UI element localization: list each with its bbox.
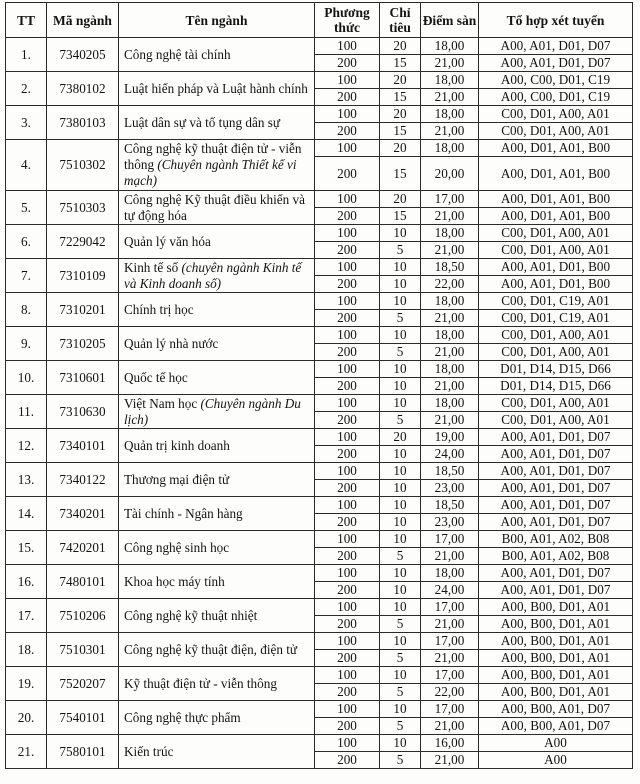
table-row [6, 72, 633, 89]
quota-cell: 10 [380, 497, 421, 514]
major-name [119, 735, 315, 769]
quota-cell: 10 [380, 514, 421, 531]
major-name-text: Kinh tế số [124, 259, 179, 275]
major-name-text: Quản trị kinh doanh [124, 437, 230, 453]
score-cell: 18,00 [421, 225, 479, 242]
combo-cell: C00, D01, A00, A01 [479, 395, 633, 412]
major-code: 7380102 [47, 72, 119, 106]
table-row [6, 395, 633, 412]
quota-cell: 5 [380, 718, 421, 735]
major-name-text: Thương mại điện tử [124, 471, 230, 487]
major-name [119, 497, 315, 531]
major-name-text: Chính trị học [124, 301, 194, 317]
major-code: 7380103 [47, 106, 119, 140]
combo-cell: A00, A01, D01, D07 [479, 429, 633, 446]
method-cell: 200 [315, 208, 380, 225]
combo-cell: A00, B00, D01, A01 [479, 633, 633, 650]
row-number: 5. [6, 191, 47, 225]
major-name-text: Công nghệ Kỹ thuật điều khiển và tự động hóa [124, 191, 305, 223]
score-cell: 21,00 [421, 548, 479, 565]
major-code: 7420201 [47, 531, 119, 565]
method-cell: 200 [315, 276, 380, 293]
major-name-text: Việt Nam học [124, 395, 198, 411]
quota-cell: 20 [380, 429, 421, 446]
score-cell: 21,00 [421, 208, 479, 225]
score-cell: 17,00 [421, 633, 479, 650]
quota-cell: 10 [380, 327, 421, 344]
major-code: 7310601 [47, 361, 119, 395]
method-cell: 200 [315, 718, 380, 735]
row-number: 11. [6, 395, 47, 429]
admission-table [5, 2, 633, 769]
major-name-note: (chuyên ngành Kinh tế và Kinh doanh số) [124, 259, 302, 291]
method-cell: 100 [315, 106, 380, 123]
method-cell: 100 [315, 38, 380, 55]
major-code: 7510303 [47, 191, 119, 225]
combo-cell: A00, A01, D01, B00 [479, 276, 633, 293]
combo-cell: A00, B00, D01, A01 [479, 599, 633, 616]
score-cell: 17,00 [421, 599, 479, 616]
combo-cell: C00, D01, A00, A01 [479, 327, 633, 344]
method-cell: 100 [315, 259, 380, 276]
combo-cell: A00, A01, D01, D07 [479, 565, 633, 582]
major-name [119, 599, 315, 633]
header-row [6, 3, 633, 38]
method-cell: 200 [315, 582, 380, 599]
major-name-text: Quản lý nhà nước [124, 335, 219, 351]
major-code: 7520207 [47, 667, 119, 701]
method-cell: 100 [315, 599, 380, 616]
row-number: 21. [6, 735, 47, 769]
score-cell: 18,00 [421, 361, 479, 378]
score-cell: 16,00 [421, 735, 479, 752]
row-number: 4. [6, 140, 47, 191]
table-row [6, 633, 633, 650]
major-name [119, 633, 315, 667]
score-cell: 23,00 [421, 514, 479, 531]
header-combo: Tổ hợp xét tuyển [479, 3, 633, 38]
method-cell: 100 [315, 140, 380, 157]
combo-cell: A00, A01, D01, D07 [479, 480, 633, 497]
combo-cell: A00, A01, D01, D07 [479, 55, 633, 72]
major-code: 7310630 [47, 395, 119, 429]
row-number: 8. [6, 293, 47, 327]
combo-cell: A00 [479, 752, 633, 769]
combo-cell: A00, B00, D01, A01 [479, 684, 633, 701]
major-name-text: Công nghệ kỹ thuật điện, điện tử [124, 641, 298, 657]
quota-cell: 10 [380, 735, 421, 752]
score-cell: 21,00 [421, 752, 479, 769]
score-cell: 21,00 [421, 378, 479, 395]
score-cell: 18,00 [421, 293, 479, 310]
score-cell: 18,50 [421, 463, 479, 480]
quota-cell: 15 [380, 89, 421, 106]
score-cell: 17,00 [421, 701, 479, 718]
score-cell: 21,00 [421, 310, 479, 327]
row-number: 2. [6, 72, 47, 106]
header-code: Mã ngành [47, 3, 119, 38]
score-cell: 24,00 [421, 446, 479, 463]
method-cell: 200 [315, 684, 380, 701]
score-cell: 22,00 [421, 684, 479, 701]
header-name: Tên ngành [119, 3, 315, 38]
method-cell: 100 [315, 497, 380, 514]
major-name-text: Kiến trúc [124, 743, 174, 759]
major-name-note: (Chuyên ngành Thiết kế vi mạch) [124, 157, 297, 188]
major-name-text: Công nghệ sinh học [124, 539, 230, 555]
major-name-text: Công nghệ kỹ thuật nhiệt [124, 607, 258, 623]
header-method: Phương thức [315, 3, 380, 38]
major-name-text: Kỹ thuật điện tử - viễn thông [124, 675, 277, 691]
table-body [6, 38, 633, 769]
score-cell: 18,00 [421, 327, 479, 344]
method-cell: 100 [315, 735, 380, 752]
method-cell: 200 [315, 89, 380, 106]
major-name-text: Công nghệ thực phẩm [124, 709, 241, 725]
major-code: 7340205 [47, 38, 119, 72]
quota-cell: 15 [380, 55, 421, 72]
combo-cell: A00, D01, A01, B00 [479, 208, 633, 225]
method-cell: 200 [315, 616, 380, 633]
major-name-text: Tài chính - Ngân hàng [124, 505, 243, 521]
major-name [119, 225, 315, 259]
quota-cell: 5 [380, 310, 421, 327]
score-cell: 23,00 [421, 480, 479, 497]
score-cell: 18,00 [421, 106, 479, 123]
quota-cell: 5 [380, 412, 421, 429]
major-name [119, 293, 315, 327]
quota-cell: 5 [380, 650, 421, 667]
score-cell: 18,00 [421, 72, 479, 89]
row-number: 3. [6, 106, 47, 140]
score-cell: 21,00 [421, 89, 479, 106]
major-code: 7540101 [47, 701, 119, 735]
major-code: 7340122 [47, 463, 119, 497]
quota-cell: 10 [380, 259, 421, 276]
table-row [6, 735, 633, 752]
major-name [119, 361, 315, 395]
major-name-text: Luật dân sự và tố tụng dân sự [124, 114, 281, 130]
combo-cell: C00, D01, C19, A01 [479, 293, 633, 310]
quota-cell: 5 [380, 242, 421, 259]
major-code: 7310201 [47, 293, 119, 327]
combo-cell: A00, A01, D01, D07 [479, 514, 633, 531]
major-name [119, 565, 315, 599]
row-number: 15. [6, 531, 47, 565]
major-name [119, 531, 315, 565]
table-row [6, 259, 633, 276]
row-number: 6. [6, 225, 47, 259]
table-row [6, 38, 633, 55]
method-cell: 100 [315, 361, 380, 378]
quota-cell: 10 [380, 395, 421, 412]
quota-cell: 10 [380, 463, 421, 480]
method-cell: 200 [315, 548, 380, 565]
quota-cell: 10 [380, 361, 421, 378]
row-number: 9. [6, 327, 47, 361]
method-cell: 100 [315, 701, 380, 718]
method-cell: 200 [315, 157, 380, 191]
quota-cell: 15 [380, 157, 421, 191]
quota-cell: 10 [380, 531, 421, 548]
quota-cell: 5 [380, 548, 421, 565]
method-cell: 200 [315, 344, 380, 361]
quota-cell: 5 [380, 344, 421, 361]
table-row [6, 599, 633, 616]
combo-cell: A00, B00, D01, A01 [479, 650, 633, 667]
major-name [119, 395, 315, 429]
method-cell: 200 [315, 310, 380, 327]
method-cell: 100 [315, 225, 380, 242]
score-cell: 17,00 [421, 667, 479, 684]
major-name [119, 140, 315, 191]
major-code: 7340101 [47, 429, 119, 463]
method-cell: 100 [315, 531, 380, 548]
method-cell: 100 [315, 293, 380, 310]
major-name-text: Công nghệ kỹ thuật điện tử - viễn thông [124, 141, 302, 172]
method-cell: 200 [315, 242, 380, 259]
score-cell: 18,00 [421, 140, 479, 157]
major-code: 7340201 [47, 497, 119, 531]
score-cell: 20,00 [421, 157, 479, 191]
table-row [6, 140, 633, 157]
method-cell: 100 [315, 633, 380, 650]
combo-cell: C00, D01, A00, A01 [479, 106, 633, 123]
header-tt: TT [6, 3, 47, 38]
score-cell: 17,00 [421, 191, 479, 208]
table-row [6, 225, 633, 242]
major-name [119, 259, 315, 293]
quota-cell: 15 [380, 208, 421, 225]
combo-cell: C00, D01, C19, A01 [479, 310, 633, 327]
method-cell: 100 [315, 565, 380, 582]
method-cell: 200 [315, 446, 380, 463]
table-row [6, 327, 633, 344]
method-cell: 100 [315, 667, 380, 684]
table-row [6, 191, 633, 208]
score-cell: 22,00 [421, 276, 479, 293]
major-code: 7510206 [47, 599, 119, 633]
combo-cell: B00, A01, A02, B08 [479, 531, 633, 548]
quota-cell: 10 [380, 599, 421, 616]
quota-cell: 20 [380, 72, 421, 89]
row-number: 14. [6, 497, 47, 531]
row-number: 18. [6, 633, 47, 667]
quota-cell: 10 [380, 565, 421, 582]
quota-cell: 20 [380, 140, 421, 157]
major-name-text: Luật hiến pháp và Luật hành chính [124, 80, 308, 96]
table-row [6, 565, 633, 582]
table-row [6, 667, 633, 684]
major-name-text: Công nghệ tài chính [124, 46, 231, 62]
combo-cell: D01, D14, D15, D66 [479, 378, 633, 395]
header-quota: Chỉ tiêu [380, 3, 421, 38]
quota-cell: 10 [380, 667, 421, 684]
quota-cell: 20 [380, 38, 421, 55]
combo-cell: A00, C00, D01, C19 [479, 72, 633, 89]
quota-cell: 10 [380, 633, 421, 650]
score-cell: 18,00 [421, 565, 479, 582]
major-code: 7510302 [47, 140, 119, 191]
major-name [119, 327, 315, 361]
major-name [119, 463, 315, 497]
row-number: 10. [6, 361, 47, 395]
method-cell: 200 [315, 123, 380, 140]
combo-cell: A00, A01, D01, D07 [479, 446, 633, 463]
major-name-text: Quốc tế học [124, 369, 188, 385]
quota-cell: 10 [380, 276, 421, 293]
quota-cell: 10 [380, 378, 421, 395]
table-row [6, 361, 633, 378]
combo-cell: A00, D01, A01, B00 [479, 191, 633, 208]
major-code: 7229042 [47, 225, 119, 259]
table-row [6, 293, 633, 310]
score-cell: 18,50 [421, 497, 479, 514]
major-code: 7480101 [47, 565, 119, 599]
method-cell: 100 [315, 327, 380, 344]
method-cell: 200 [315, 514, 380, 531]
combo-cell: A00, B00, D01, A01 [479, 667, 633, 684]
major-code: 7580101 [47, 735, 119, 769]
major-name [119, 429, 315, 463]
combo-cell: D01, D14, D15, D66 [479, 361, 633, 378]
method-cell: 100 [315, 72, 380, 89]
score-cell: 21,00 [421, 242, 479, 259]
quota-cell: 5 [380, 684, 421, 701]
combo-cell: C00, D01, A00, A01 [479, 412, 633, 429]
major-name [119, 701, 315, 735]
combo-cell: A00, A01, D01, D07 [479, 38, 633, 55]
score-cell: 18,00 [421, 38, 479, 55]
combo-cell: A00, B00, D01, A01 [479, 616, 633, 633]
combo-cell: A00, A01, D01, D07 [479, 497, 633, 514]
score-cell: 18,00 [421, 395, 479, 412]
combo-cell: B00, A01, A02, B08 [479, 548, 633, 565]
combo-cell: C00, D01, A00, A01 [479, 123, 633, 140]
combo-cell: A00, B00, A01, D07 [479, 701, 633, 718]
quota-cell: 10 [380, 446, 421, 463]
score-cell: 18,50 [421, 259, 479, 276]
score-cell: 21,00 [421, 412, 479, 429]
method-cell: 200 [315, 378, 380, 395]
score-cell: 21,00 [421, 718, 479, 735]
header-score: Điểm sàn [421, 3, 479, 38]
combo-cell: A00, A01, D01, D07 [479, 582, 633, 599]
row-number: 13. [6, 463, 47, 497]
table-row [6, 701, 633, 718]
major-code: 7310109 [47, 259, 119, 293]
score-cell: 21,00 [421, 55, 479, 72]
quota-cell: 15 [380, 123, 421, 140]
quota-cell: 5 [380, 752, 421, 769]
combo-cell: C00, D01, A00, A01 [479, 344, 633, 361]
major-code: 7310205 [47, 327, 119, 361]
row-number: 16. [6, 565, 47, 599]
major-code: 7510301 [47, 633, 119, 667]
row-number: 19. [6, 667, 47, 701]
major-name [119, 72, 315, 106]
quota-cell: 10 [380, 701, 421, 718]
table-row [6, 463, 633, 480]
combo-cell: C00, D01, A00, A01 [479, 242, 633, 259]
score-cell: 21,00 [421, 344, 479, 361]
major-name [119, 667, 315, 701]
combo-cell: A00, B00, A01, D07 [479, 718, 633, 735]
row-number: 12. [6, 429, 47, 463]
major-name [119, 106, 315, 140]
score-cell: 17,00 [421, 531, 479, 548]
method-cell: 100 [315, 191, 380, 208]
row-number: 7. [6, 259, 47, 293]
major-name [119, 191, 315, 225]
table-row [6, 497, 633, 514]
quota-cell: 10 [380, 293, 421, 310]
combo-cell: A00, D01, A01, B00 [479, 140, 633, 157]
score-cell: 19,00 [421, 429, 479, 446]
method-cell: 100 [315, 429, 380, 446]
score-cell: 21,00 [421, 616, 479, 633]
quota-cell: 10 [380, 225, 421, 242]
row-number: 1. [6, 38, 47, 72]
combo-cell: C00, D01, A00, A01 [479, 225, 633, 242]
quota-cell: 10 [380, 480, 421, 497]
method-cell: 200 [315, 55, 380, 72]
score-cell: 21,00 [421, 650, 479, 667]
row-number: 17. [6, 599, 47, 633]
method-cell: 200 [315, 412, 380, 429]
score-cell: 21,00 [421, 123, 479, 140]
score-cell: 24,00 [421, 582, 479, 599]
combo-cell: A00 [479, 735, 633, 752]
table-row [6, 106, 633, 123]
method-cell: 100 [315, 395, 380, 412]
major-name-text: Khoa học máy tính [124, 573, 225, 589]
major-name-text: Quản lý văn hóa [124, 233, 211, 249]
method-cell: 200 [315, 480, 380, 497]
combo-cell: A00, D01, A01, B00 [479, 157, 633, 191]
method-cell: 200 [315, 650, 380, 667]
quota-cell: 20 [380, 106, 421, 123]
method-cell: 100 [315, 463, 380, 480]
quota-cell: 5 [380, 616, 421, 633]
combo-cell: A00, A01, D01, D07 [479, 463, 633, 480]
quota-cell: 20 [380, 191, 421, 208]
combo-cell: A00, C00, D01, C19 [479, 89, 633, 106]
table-row [6, 531, 633, 548]
major-name [119, 38, 315, 72]
combo-cell: A00, A01, D01, B00 [479, 259, 633, 276]
table-row [6, 429, 633, 446]
method-cell: 200 [315, 752, 380, 769]
quota-cell: 10 [380, 582, 421, 599]
row-number: 20. [6, 701, 47, 735]
major-name-note: (Chuyên ngành Du lịch) [124, 395, 301, 427]
